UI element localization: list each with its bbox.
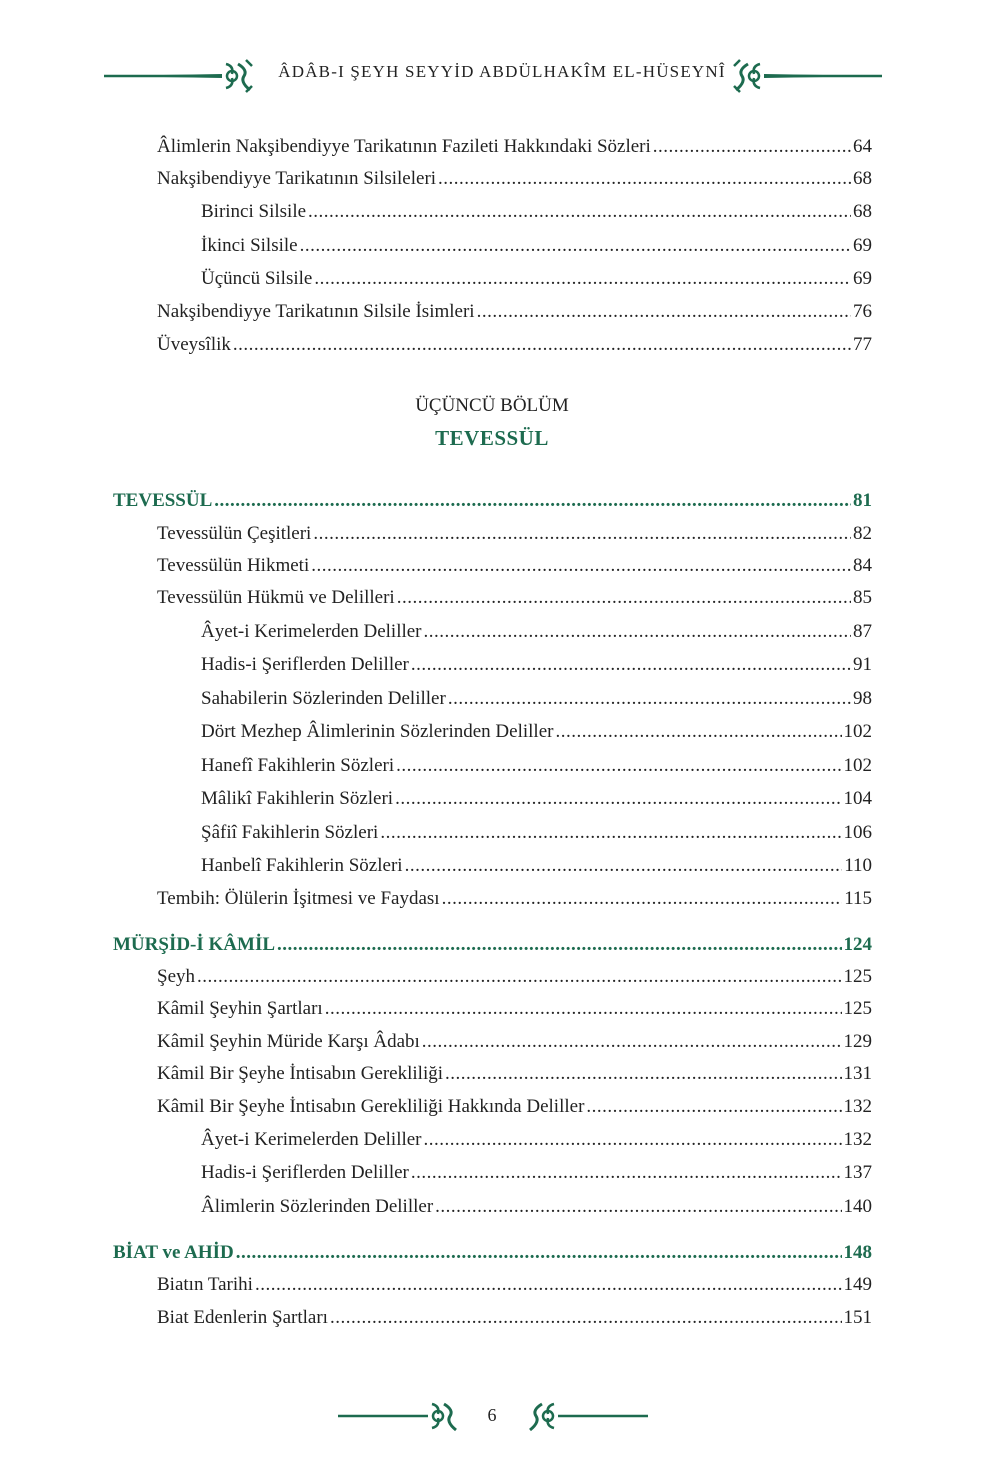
floral-knot-ornament-icon <box>518 1396 648 1436</box>
toc-entry-title: Hadis-i Şeriflerden Deliller <box>201 654 409 675</box>
running-header <box>0 56 1004 96</box>
toc-entry[interactable] <box>201 1129 872 1155</box>
toc-entry-title: Tevessülün Hikmeti <box>157 555 310 576</box>
dot-leader <box>313 523 851 545</box>
dot-leader <box>233 334 851 356</box>
toc-page-number: 129 <box>843 1031 872 1052</box>
toc-entry[interactable] <box>201 721 872 747</box>
dot-leader <box>411 654 851 676</box>
toc-entry-title: Âyet-i Kerimelerden Deliller <box>201 1129 422 1150</box>
toc-entry-title: Nakşibendiyye Tarikatının Silsileleri <box>157 168 437 189</box>
toc-entry[interactable] <box>201 201 872 227</box>
toc-entry[interactable] <box>201 755 872 781</box>
dot-leader <box>308 201 851 223</box>
toc-page-number: 151 <box>843 1307 872 1328</box>
dot-leader <box>448 688 851 710</box>
floral-knot-ornament-icon <box>722 56 882 96</box>
dot-leader <box>311 555 851 577</box>
dot-leader <box>300 235 851 257</box>
toc-page-number: 91 <box>853 654 872 675</box>
toc-page-number: 69 <box>853 235 872 256</box>
toc-page-number: 68 <box>853 168 872 189</box>
toc-entry[interactable] <box>157 998 872 1024</box>
toc-entry[interactable] <box>157 1063 872 1089</box>
toc-page-number: 140 <box>843 1196 872 1217</box>
toc-entry-title: Mâlikî Fakihlerin Sözleri <box>201 788 394 809</box>
toc-page-number: 110 <box>844 855 872 876</box>
toc-section-entry[interactable] <box>113 934 872 960</box>
toc-entry-title: Biat Edenlerin Şartları <box>157 1307 328 1328</box>
toc-entry-title: Âlimlerin Sözlerinden Deliller <box>201 1196 434 1217</box>
toc-page-number: 115 <box>844 888 872 909</box>
toc-entry-title: Tevessülün Hükmü ve Delilleri <box>157 587 395 608</box>
dot-leader <box>445 1063 841 1085</box>
dot-leader <box>380 822 841 844</box>
toc-entry[interactable] <box>201 235 872 261</box>
toc-entry-title: Hanbelî Fakihlerin Sözleri <box>201 855 403 876</box>
toc-entry-title: Hanefî Fakihlerin Sözleri <box>201 755 395 776</box>
dot-leader <box>438 168 851 190</box>
toc-entry-title: Dört Mezhep Âlimlerinin Sözlerinden Deliller <box>201 721 554 742</box>
toc-page-number: 81 <box>853 490 872 511</box>
toc-entry-title: Tevessülün Çeşitleri <box>157 523 312 544</box>
dot-leader <box>435 1196 841 1218</box>
dot-leader <box>477 301 851 323</box>
toc-entry[interactable] <box>157 523 872 549</box>
dot-leader <box>255 1274 842 1296</box>
toc-entry-title: Sahabilerin Sözlerinden Deliller <box>201 688 446 709</box>
toc-entry-title: Üçüncü Silsile <box>201 268 313 289</box>
toc-entry-title: Kâmil Şeyhin Şartları <box>157 998 323 1019</box>
toc-entry-title: Şeyh <box>157 966 195 987</box>
toc-page-number: 102 <box>843 755 872 776</box>
toc-entry-title: Tembih: Ölülerin İşitmesi ve Faydası <box>157 888 440 909</box>
toc-entry[interactable] <box>201 688 872 714</box>
toc-page-number: 77 <box>853 334 872 355</box>
section-label: ÜÇÜNCÜ BÖLÜM <box>415 395 569 416</box>
toc-entry[interactable] <box>157 334 872 360</box>
toc-page-number: 68 <box>853 201 872 222</box>
toc-page-number: 98 <box>853 688 872 709</box>
toc-entry[interactable] <box>201 1162 872 1188</box>
dot-leader <box>442 888 843 910</box>
toc-entry[interactable] <box>157 1307 872 1333</box>
toc-entry-title: Kâmil Bir Şeyhe İntisabın Gerekliliği <box>157 1063 444 1084</box>
toc-entry-title: Kâmil Bir Şeyhe İntisabın Gerekliliği Hakkında Deliller <box>157 1096 585 1117</box>
toc-page-number: 104 <box>843 788 872 809</box>
toc-entry[interactable] <box>157 888 872 914</box>
toc-page-number: 132 <box>843 1129 872 1150</box>
toc-entry[interactable] <box>201 788 872 814</box>
toc-entry[interactable] <box>157 1274 872 1300</box>
toc-page-number: 131 <box>843 1063 872 1084</box>
dot-leader <box>405 855 843 877</box>
toc-entry[interactable] <box>157 1031 872 1057</box>
toc-entry-title: Âyet-i Kerimelerden Deliller <box>201 621 422 642</box>
toc-page-number: 69 <box>853 268 872 289</box>
toc-entry[interactable] <box>201 822 872 848</box>
toc-entry[interactable] <box>157 966 872 992</box>
dot-leader <box>236 1242 842 1264</box>
dot-leader <box>422 1031 842 1053</box>
dot-leader <box>395 788 841 810</box>
toc-entry[interactable] <box>201 621 872 647</box>
dot-leader <box>314 268 851 290</box>
toc-entry[interactable] <box>201 268 872 294</box>
toc-section-entry[interactable] <box>113 490 872 516</box>
toc-entry[interactable] <box>157 587 872 613</box>
toc-entry-title: Üveysîlik <box>157 334 231 355</box>
toc-page-number: 149 <box>843 1274 872 1295</box>
toc-page-number: 64 <box>853 136 872 157</box>
toc-entry-title: TEVESSÜL <box>113 490 213 511</box>
dot-leader <box>396 755 841 777</box>
toc-entry-title: Âlimlerin Nakşibendiyye Tarikatının Fazileti Hakkındaki Sözleri <box>157 136 651 157</box>
toc-entry-title: İkinci Silsile <box>201 235 298 256</box>
toc-page-number: 85 <box>853 587 872 608</box>
toc-entry-title: BİAT ve AHİD <box>113 1242 234 1263</box>
toc-section-entry[interactable] <box>113 1242 872 1268</box>
toc-page-number: 132 <box>843 1096 872 1117</box>
dot-leader <box>411 1162 842 1184</box>
toc-page-number: 76 <box>853 301 872 322</box>
toc-page-number: 82 <box>853 523 872 544</box>
dot-leader <box>397 587 851 609</box>
page-number: 6 <box>487 1405 497 1425</box>
toc-page-number: 148 <box>843 1242 872 1263</box>
dot-leader <box>330 1307 842 1329</box>
toc-page-number: 125 <box>843 998 872 1019</box>
toc-entry-title: Nakşibendiyye Tarikatının Silsile İsimleri <box>157 301 475 322</box>
toc-page-number: 102 <box>843 721 872 742</box>
toc-entry[interactable] <box>157 301 872 327</box>
toc-entry-title: Hadis-i Şeriflerden Deliller <box>201 1162 409 1183</box>
dot-leader <box>424 621 851 643</box>
dot-leader <box>653 136 851 158</box>
toc-entry-title: MÜRŞİD-İ KÂMİL <box>113 934 276 955</box>
toc-entry-title: Birinci Silsile <box>201 201 307 222</box>
toc-entry[interactable] <box>157 168 872 194</box>
dot-leader <box>424 1129 842 1151</box>
toc-entry[interactable] <box>157 555 872 581</box>
dot-leader <box>555 721 841 743</box>
toc-page-number: 87 <box>853 621 872 642</box>
toc-page-number: 124 <box>843 934 872 955</box>
dot-leader <box>325 998 842 1020</box>
toc-entry[interactable] <box>201 1196 872 1222</box>
toc-entry[interactable] <box>157 1096 872 1122</box>
dot-leader <box>214 490 851 512</box>
book-title: ÂDÂB-I ŞEYH SEYYİD ABDÜLHAKÎM EL-HÜSEYNÎ <box>278 62 726 81</box>
dot-leader <box>586 1096 841 1118</box>
toc-entry-title: Biatın Tarihi <box>157 1274 253 1295</box>
toc-entry[interactable] <box>157 136 872 162</box>
toc-entry[interactable] <box>201 654 872 680</box>
toc-page-number: 106 <box>843 822 872 843</box>
dot-leader <box>197 966 842 988</box>
toc-entry-title: Kâmil Şeyhin Müride Karşı Âdabı <box>157 1031 420 1052</box>
toc-entry-title: Şâfiî Fakihlerin Sözleri <box>201 822 379 843</box>
toc-page-number: 125 <box>843 966 872 987</box>
toc-page-number: 137 <box>843 1162 872 1183</box>
toc-entry[interactable] <box>201 855 872 881</box>
section-title: TEVESSÜL <box>435 426 549 450</box>
toc-page-number: 84 <box>853 555 872 576</box>
dot-leader <box>277 934 841 956</box>
